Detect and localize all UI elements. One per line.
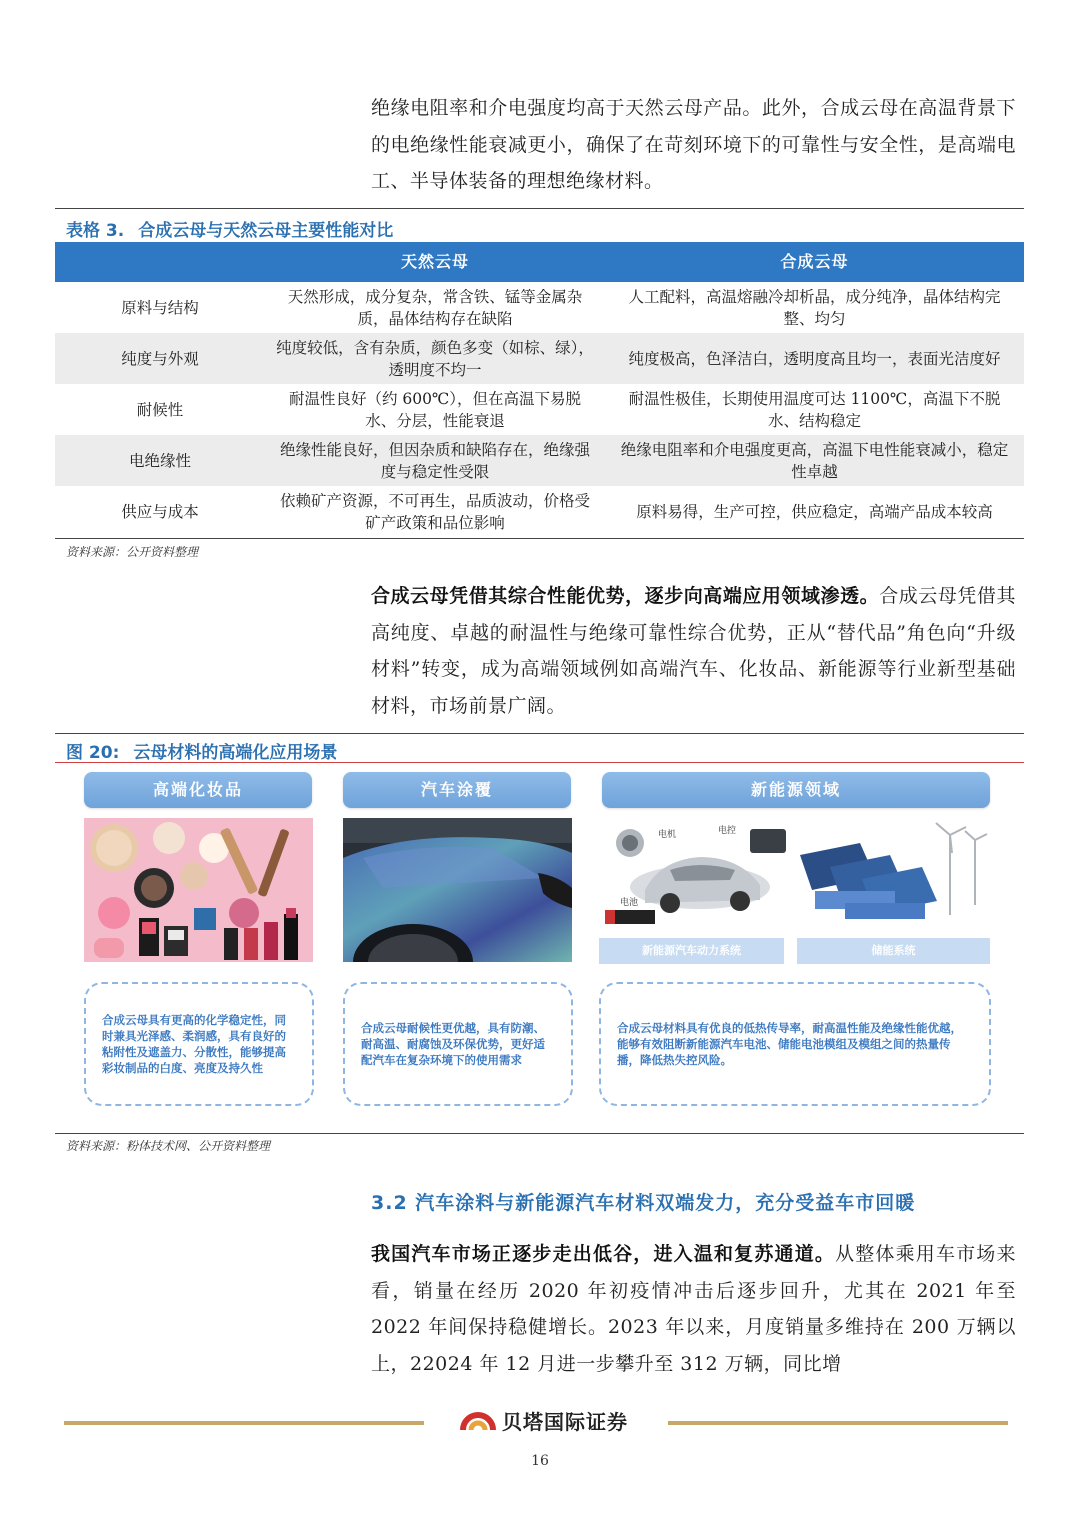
divider <box>55 208 1024 209</box>
page-number: 16 <box>531 1453 549 1469</box>
table-cell: 耐候性 <box>136 400 184 419</box>
table-source: 资料来源：公开资料整理 <box>66 545 199 559</box>
table-header-row <box>55 242 1024 282</box>
table-row <box>55 486 1024 537</box>
table-caption-number: 表格 3. <box>66 221 125 241</box>
brand-mark-icon <box>460 1404 496 1434</box>
panel-desc-cosmetics <box>84 982 314 1106</box>
table-header-empty <box>55 242 265 282</box>
panel-title-new-energy: 新能源领域 <box>602 772 990 808</box>
table-cell: 绝缘电阻率和介电强度更高，高温下电性能衰减小，稳定性卓越 <box>605 435 1024 486</box>
paragraph-3-body: 从整体乘用车市场来看，销量在经历 2020 年初疫情冲击后逐步回升，尤其在 2021 年至 2022 年间保持稳健增长。2023 年以来，月度销量多维持在 200 万辆以上，22024 年 12 月进一步攀升至 312 万辆，同比增 <box>371 1243 1016 1375</box>
divider <box>55 538 1024 539</box>
table-caption <box>66 216 393 241</box>
cosmetics-image <box>84 818 313 962</box>
figure-caption-number: 图 20: <box>66 743 120 763</box>
car-coating-image <box>343 818 572 962</box>
table-cell: 纯度较低，含有杂质，颜色多变（如棕、绿），透明度不均一 <box>265 333 605 384</box>
figure-caption <box>66 738 337 763</box>
table-cell: 纯度与外观 <box>55 333 265 384</box>
paragraph-2 <box>371 578 1016 724</box>
panel-desc-auto-coating <box>343 982 573 1106</box>
paragraph-2-lead: 合成云母凭借其综合性能优势，逐步向高端应用领域渗透。 <box>371 585 880 607</box>
car-illustration <box>343 818 572 962</box>
table-cell: 供应与成本 <box>121 502 199 521</box>
sub-label-ev-powertrain: 新能源汽车动力系统 <box>599 938 784 964</box>
table-cell: 电绝缘性 <box>55 435 265 486</box>
ev-and-storage-illustration <box>600 815 990 937</box>
divider <box>55 1133 1024 1134</box>
table-cell: 人工配料，高温熔融冷却析晶，成分纯净，晶体结构完整、均匀 <box>628 287 1001 328</box>
table-header-natural: 天然云母 <box>265 242 605 282</box>
panel-desc-new-energy <box>599 982 991 1106</box>
paragraph-3 <box>371 1236 1016 1382</box>
figure-caption-text: 云母材料的高端化应用场景 <box>133 743 338 763</box>
table-row <box>55 282 1024 333</box>
panel-desc-new-energy-text: 合成云母材料具有优良的低热传导率，耐高温性能及绝缘性能优越，能够有效阻断新能源汽车电池、储能电池模组及模组之间的热量传播，降低热失控风险。 <box>617 1021 962 1067</box>
table-cell: 耐温性良好（约 600℃），但在高温下易脱水、分层，性能衰退 <box>288 389 582 430</box>
table-cell: 天然形成，成分复杂，常含铁、锰等金属杂质，晶体结构存在缺陷 <box>287 287 583 328</box>
table-cell: 原料与结构 <box>121 298 199 317</box>
panel-title-cosmetics: 高端化妆品 <box>84 772 312 808</box>
intro-paragraph: 绝缘电阻率和介电强度均高于天然云母产品。此外，合成云母在高温背景下的电绝缘性能衰减更小，确保了在苛刻环境下的可靠性与安全性，是高端电工、半导体装备的理想绝缘材料。 <box>371 97 1016 192</box>
table-row <box>55 384 1024 435</box>
table-header-synthetic: 合成云母 <box>605 242 1024 282</box>
figure-caption-underline <box>55 762 1024 763</box>
cosmetics-illustration <box>84 818 313 962</box>
panel-title-auto-coating: 汽车涂覆 <box>343 772 571 808</box>
table-cell: 纯度极高，色泽洁白，透明度高且均一，表面光洁度好 <box>605 333 1024 384</box>
section-heading: 3.2 汽车涂料与新能源汽车材料双端发力，充分受益车市回暖 <box>371 1192 916 1214</box>
paragraph-2-body: 合成云母凭借其高纯度、卓越的耐温性与绝缘可靠性综合优势，正从“替代品”角色向“升级材料”转变，成为高端领域例如高端汽车、化妆品、新能源等行业新型基础材料，市场前景广阔。 <box>371 585 1016 717</box>
table-caption-text: 合成云母与天然云母主要性能对比 <box>138 221 394 241</box>
new-energy-image <box>600 815 990 937</box>
table-row <box>55 435 1024 486</box>
table-cell: 绝缘性能良好，但因杂质和缺陷存在，绝缘强度与稳定性受限 <box>265 435 605 486</box>
comparison-table <box>55 242 1024 537</box>
footer-rule-left <box>64 1421 424 1425</box>
table-cell: 依赖矿产资源，不可再生，品质波动，价格受矿产政策和品位影响 <box>279 491 590 532</box>
table-cell: 原料易得，生产可控，供应稳定，高端产品成本较高 <box>636 502 993 521</box>
sub-label-energy-storage: 储能系统 <box>797 938 990 964</box>
brand-logo <box>460 1404 640 1434</box>
table-row <box>55 333 1024 384</box>
paragraph-3-lead: 我国汽车市场正逐步走出低谷，进入温和复苏通道。 <box>371 1243 836 1265</box>
divider <box>55 733 1024 734</box>
ev-label-control: 电控 <box>718 826 737 836</box>
ev-label-motor: 电机 <box>658 830 677 840</box>
panel-desc-cosmetics-text: 合成云母具有更高的化学稳定性，同时兼具光泽感、柔润感，具有良好的粘附性及遮盖力、分散性，能够提高彩妆制品的白度、亮度及持久性 <box>102 1013 286 1075</box>
brand-name: 贝塔国际证券 <box>502 1410 628 1434</box>
figure-source: 资料来源：粉体技术网、公开资料整理 <box>66 1139 271 1153</box>
footer-rule-right <box>668 1421 1008 1425</box>
table-cell: 耐温性极佳，长期使用温度可达 1100℃，高温下不脱水、结构稳定 <box>628 389 1001 430</box>
panel-desc-auto-coating-text: 合成云母耐候性更优越，具有防潮、耐高温、耐腐蚀及环保优势，更好适配汽车在复杂环境下的使用需求 <box>361 1021 545 1067</box>
ev-label-battery: 电池 <box>620 898 639 908</box>
